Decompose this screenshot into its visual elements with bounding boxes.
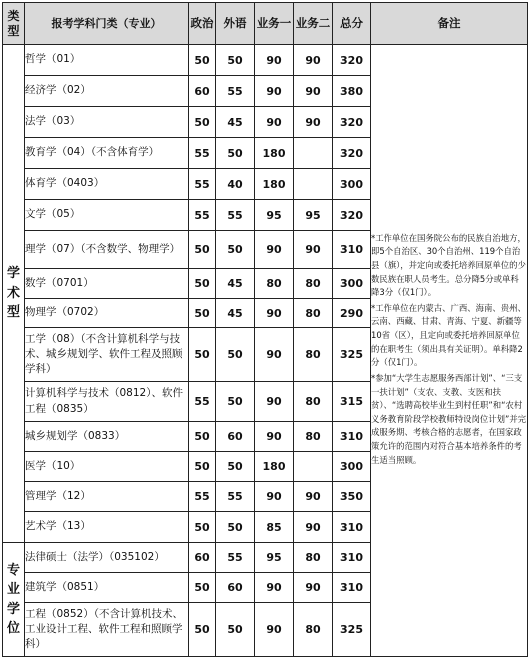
course2-cell: 80 (294, 382, 333, 422)
total-cell: 310 (333, 512, 371, 543)
note-item: *工作单位在内蒙古、广西、海南、贵州、云南、西藏、甘肃、青海、宁夏、新疆等10省（区），且定向或委托培养回原单位的在职考生（须出具有关证明）。单科降2分（仅1门）。 (371, 302, 526, 368)
language-cell: 40 (216, 169, 255, 200)
total-cell: 315 (333, 382, 371, 422)
language-cell: 55 (216, 200, 255, 231)
header-notes: 备注 (371, 3, 528, 45)
total-cell: 300 (333, 269, 371, 299)
course1-cell: 95 (255, 200, 294, 231)
course1-cell: 90 (255, 422, 294, 452)
course2-cell: 80 (294, 269, 333, 299)
subject-cell: 体育学（0403） (25, 169, 189, 200)
table-row (3, 45, 528, 76)
header-language: 外语 (216, 3, 255, 45)
total-cell: 310 (333, 573, 371, 603)
header-course2: 业务二 (294, 3, 333, 45)
language-cell: 60 (216, 422, 255, 452)
politics-cell: 55 (189, 138, 216, 169)
subject-cell: 经济学（02） (25, 76, 189, 107)
note-item: *参加“大学生志愿服务西部计划”、“三支一扶计划”（支农、支教、支医和扶贫）、“选聘高校毕业生到村任职”和“农村义务教育阶段学校教师特设岗位计划”并完成服务期、考核合格的志愿者，在国家政策允许的范围内对符合基本培养条件的考生适当照顾。 (371, 372, 527, 465)
language-cell: 50 (216, 512, 255, 543)
total-cell: 350 (333, 482, 371, 512)
subject-cell: 法学（03） (25, 107, 189, 138)
course2-cell: 90 (294, 573, 333, 603)
header-category: 类型 (3, 3, 25, 45)
politics-cell: 50 (189, 603, 216, 657)
subject-cell: 管理学（12） (25, 482, 189, 512)
total-cell: 310 (333, 422, 371, 452)
course2-cell: 90 (294, 45, 333, 76)
total-cell: 310 (333, 543, 371, 573)
notes-cell (371, 45, 528, 657)
course2-cell: 90 (294, 76, 333, 107)
course1-cell: 180 (255, 452, 294, 482)
politics-cell: 55 (189, 200, 216, 231)
total-cell: 320 (333, 200, 371, 231)
course1-cell: 90 (255, 45, 294, 76)
course1-cell: 95 (255, 543, 294, 573)
language-cell: 50 (216, 382, 255, 422)
language-cell: 55 (216, 76, 255, 107)
header-row (3, 3, 528, 45)
course2-cell (294, 169, 333, 200)
subject-cell: 物理学（0702） (25, 299, 189, 328)
language-cell: 55 (216, 482, 255, 512)
politics-cell: 50 (189, 328, 216, 382)
politics-cell: 50 (189, 269, 216, 299)
total-cell: 325 (333, 603, 371, 657)
politics-cell: 55 (189, 169, 216, 200)
politics-cell: 50 (189, 512, 216, 543)
language-cell: 50 (216, 328, 255, 382)
politics-cell: 55 (189, 482, 216, 512)
total-cell: 320 (333, 107, 371, 138)
course2-cell: 80 (294, 299, 333, 328)
course2-cell: 90 (294, 231, 333, 269)
total-cell: 320 (333, 138, 371, 169)
subject-cell: 哲学（01） (25, 45, 189, 76)
course1-cell: 180 (255, 169, 294, 200)
course2-cell (294, 138, 333, 169)
subject-cell: 理学（07）（不含数学、物理学） (25, 231, 189, 269)
course1-cell: 90 (255, 382, 294, 422)
language-cell: 50 (216, 452, 255, 482)
language-cell: 50 (216, 603, 255, 657)
course2-cell: 95 (294, 200, 333, 231)
subject-cell: 法律硕士（法学）（035102） (25, 543, 189, 573)
politics-cell: 50 (189, 299, 216, 328)
politics-cell: 50 (189, 452, 216, 482)
language-cell: 45 (216, 269, 255, 299)
table-body (3, 45, 528, 657)
course2-cell: 80 (294, 328, 333, 382)
subject-cell: 建筑学（0851） (25, 573, 189, 603)
language-cell: 55 (216, 543, 255, 573)
course1-cell: 90 (255, 299, 294, 328)
total-cell: 325 (333, 328, 371, 382)
total-cell: 380 (333, 76, 371, 107)
subject-cell: 医学（10） (25, 452, 189, 482)
course2-cell: 80 (294, 603, 333, 657)
course1-cell: 90 (255, 107, 294, 138)
course2-cell: 90 (294, 107, 333, 138)
course1-cell: 90 (255, 76, 294, 107)
course1-cell: 180 (255, 138, 294, 169)
course2-cell: 80 (294, 543, 333, 573)
language-cell: 60 (216, 573, 255, 603)
politics-cell: 50 (189, 422, 216, 452)
category-cell: 学术型 (3, 45, 25, 543)
subject-cell: 工程（0852）（不含计算机技术、工业设计工程、软件工程和照顾学科） (25, 603, 189, 657)
total-cell: 320 (333, 45, 371, 76)
politics-cell: 50 (189, 573, 216, 603)
politics-cell: 55 (189, 382, 216, 422)
course1-cell: 90 (255, 482, 294, 512)
total-cell: 300 (333, 169, 371, 200)
language-cell: 50 (216, 45, 255, 76)
subject-cell: 工学（08）（不含计算机科学与技术、城乡规划学、软件工程及照顾学科） (25, 328, 189, 382)
language-cell: 50 (216, 231, 255, 269)
politics-cell: 60 (189, 76, 216, 107)
course1-cell: 90 (255, 231, 294, 269)
subject-cell: 数学（0701） (25, 269, 189, 299)
course1-cell: 90 (255, 573, 294, 603)
header-politics: 政治 (189, 3, 216, 45)
politics-cell: 50 (189, 107, 216, 138)
header-course1: 业务一 (255, 3, 294, 45)
course2-cell: 90 (294, 482, 333, 512)
subject-cell: 教育学（04）（不含体育学） (25, 138, 189, 169)
course1-cell: 90 (255, 603, 294, 657)
politics-cell: 50 (189, 45, 216, 76)
course2-cell: 90 (294, 512, 333, 543)
language-cell: 45 (216, 107, 255, 138)
politics-cell: 50 (189, 231, 216, 269)
politics-cell: 60 (189, 543, 216, 573)
header-subject: 报考学科门类（专业） (25, 3, 189, 45)
total-cell: 290 (333, 299, 371, 328)
course1-cell: 90 (255, 328, 294, 382)
subject-cell: 文学（05） (25, 200, 189, 231)
course2-cell: 80 (294, 422, 333, 452)
subject-cell: 艺术学（13） (25, 512, 189, 543)
total-cell: 300 (333, 452, 371, 482)
header-total: 总分 (333, 3, 371, 45)
total-cell: 310 (333, 231, 371, 269)
category-cell: 专业学位 (3, 543, 25, 657)
score-table (2, 2, 528, 657)
language-cell: 50 (216, 138, 255, 169)
course1-cell: 85 (255, 512, 294, 543)
course1-cell: 80 (255, 269, 294, 299)
course2-cell (294, 452, 333, 482)
subject-cell: 计算机科学与技术（0812）、软件工程（0835） (25, 382, 189, 422)
language-cell: 45 (216, 299, 255, 328)
note-item: *工作单位在国务院公布的民族自治地方，即5个自治区、30个自治州、119个自治县（旗），并定向或委托培养回原单位的少数民族在职人员考生。总分降5分或单科降3分（仅1门）。 (371, 232, 526, 298)
subject-cell: 城乡规划学（0833） (25, 422, 189, 452)
